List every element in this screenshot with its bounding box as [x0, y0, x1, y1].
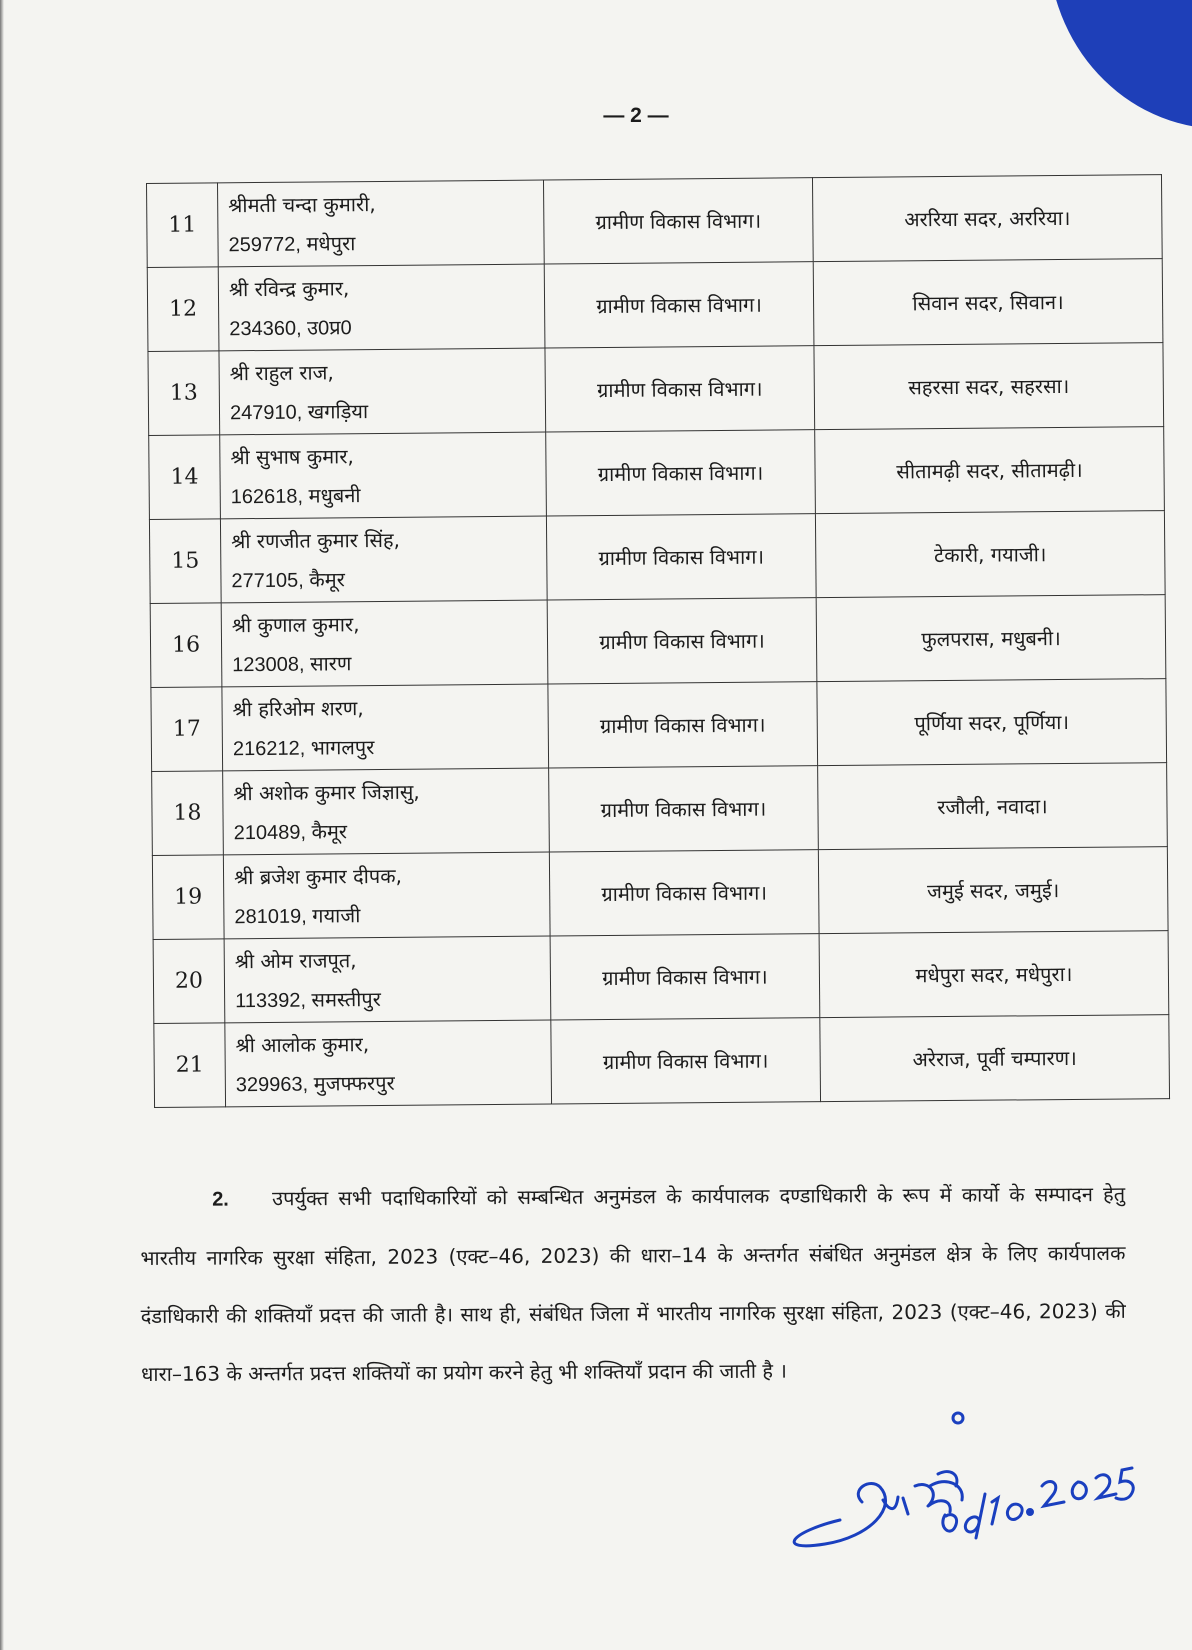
officer-cell [218, 180, 545, 267]
table-row [152, 847, 1168, 940]
table-row [153, 931, 1169, 1024]
serial-number-cell: 17 [151, 687, 223, 772]
table-body [147, 175, 1170, 1108]
officer-cell [220, 516, 547, 603]
officer-cell [220, 432, 547, 519]
officer-id-home: 216212, भागलपुर [232, 736, 375, 760]
posting-cell: रजौली, नवादा। [818, 763, 1168, 850]
department-cell: ग्रामीण विकास विभाग। [546, 430, 816, 516]
table-row [147, 175, 1163, 268]
officer-name: श्री रणजीत कुमार सिंह, [231, 527, 401, 553]
officer-name: श्री ब्रजेश कुमार दीपक, [233, 863, 402, 889]
serial-number-cell: 20 [153, 939, 225, 1024]
table-row [147, 259, 1163, 352]
officer-id-home: 113392, समस्तीपुर [235, 988, 381, 1012]
posting-cell: सिवान सदर, सिवान। [813, 259, 1163, 346]
serial-number-cell: 18 [152, 771, 224, 856]
officer-cell [222, 684, 549, 771]
posting-cell: अररिया सदर, अररिया। [812, 175, 1162, 262]
posting-cell: पूर्णिया सदर, पूर्णिया। [817, 679, 1167, 766]
officer-cell [225, 1020, 552, 1107]
officer-name: श्री ओम राजपूत, [234, 947, 357, 973]
page-number: — 2 — [603, 104, 669, 127]
table-row [149, 427, 1165, 520]
officer-id-home: 162618, मधुबनी [230, 484, 361, 508]
department-cell: ग्रामीण विकास विभाग। [545, 346, 815, 432]
posting-cell: मधेपुरा सदर, मधेपुरा। [819, 931, 1169, 1018]
paragraph-2 [140, 1165, 1126, 1403]
posting-cell: फुलपरास, मधुबनी। [816, 595, 1166, 682]
officer-id-home: 329963, मुजफ्फरपुर [235, 1072, 395, 1096]
serial-number-cell: 19 [152, 855, 224, 940]
department-cell: ग्रामीण विकास विभाग। [550, 934, 820, 1020]
table-row [151, 679, 1167, 772]
officer-id-home: 247910, खगड़िया [229, 400, 369, 424]
scan-left-edge [0, 0, 4, 1650]
officer-name: श्री हरिओम शरण, [232, 695, 364, 721]
serial-number-cell: 15 [149, 519, 221, 604]
department-cell: ग्रामीण विकास विभाग। [544, 262, 814, 348]
serial-number-cell: 12 [147, 267, 219, 352]
officer-id-home: 259772, मधेपुरा [228, 232, 356, 256]
officer-cell [223, 852, 550, 939]
handwritten-signature [780, 1402, 1140, 1552]
department-cell: ग्रामीण विकास विभाग। [551, 1018, 821, 1104]
officer-posting-table [146, 174, 1170, 1108]
paragraph-text: उपर्युक्त सभी पदाधिकारियों को सम्बन्धित अनुमंडल के कार्यपालक दण्डाधिकारी के रूप में कार्यो के सम्पादन हेतु भारतीय नागरिक सुरक्षा संहिता, 2023 (एक्ट–46, 2023) की धारा–14 के अन्तर्गत संबंधित अनुमंडल क्षेत्र के लिए कार्यपालक दंडाधिकारी की शक्तियाँ प्रदत्त की जाती है। साथ ही, संबंधित जिला में भारतीय नागरिक सुरक्षा संहिता, 2023 (एक्ट–46, 2023) की धारा–163 के अन्तर्गत प्रदत्त शक्तियों का प्रयोग करने हेतु भी शक्तियाँ प्रदान की जाती है । [140, 1181, 1126, 1386]
officer-name: श्रीमती चन्दा कुमारी, [228, 191, 376, 217]
officer-cell [219, 348, 546, 435]
table-row [148, 343, 1164, 436]
officer-cell [223, 768, 550, 855]
posting-cell: अरेराज, पूर्वी चम्पारण। [820, 1015, 1170, 1102]
officer-id-home: 210489, कैमूर [233, 820, 348, 844]
posting-cell: सीतामढ़ी सदर, सीतामढ़ी। [815, 427, 1165, 514]
department-cell: ग्रामीण विकास विभाग। [543, 178, 813, 264]
officer-id-home: 281019, गयाजी [234, 904, 361, 928]
officer-name: श्री आलोक कुमार, [235, 1031, 370, 1057]
department-cell: ग्रामीण विकास विभाग। [549, 766, 819, 852]
posting-cell: सहरसा सदर, सहरसा। [814, 343, 1164, 430]
officer-cell [224, 936, 551, 1023]
paragraph-number: 2. [212, 1188, 229, 1211]
posting-cell: जमुई सदर, जमुई। [818, 847, 1168, 934]
officer-name: श्री रविन्द्र कुमार, [228, 275, 350, 301]
scan-corner-artifact [1050, 0, 1192, 151]
table-row [152, 763, 1168, 856]
posting-cell: टेकारी, गयाजी। [815, 511, 1165, 598]
serial-number-cell: 16 [150, 603, 222, 688]
officer-name: श्री कुणाल कुमार, [231, 611, 360, 637]
officer-name: श्री अशोक कुमार जिज्ञासु, [233, 779, 420, 805]
department-cell: ग्रामीण विकास विभाग। [548, 682, 818, 768]
department-cell: ग्रामीण विकास विभाग। [549, 850, 819, 936]
officer-cell [218, 264, 545, 351]
officer-id-home: 277105, कैमूर [231, 568, 345, 592]
serial-number-cell: 14 [149, 435, 221, 520]
serial-number-cell: 13 [148, 351, 220, 436]
serial-number-cell: 21 [154, 1023, 226, 1108]
department-cell: ग्रामीण विकास विभाग। [546, 514, 816, 600]
table-row [149, 511, 1165, 604]
table-row [150, 595, 1166, 688]
table-row [154, 1015, 1170, 1108]
officer-name: श्री सुभाष कुमार, [230, 443, 354, 469]
officer-id-home: 234360, उ0प्र0 [229, 316, 352, 340]
officer-name: श्री राहुल राज, [229, 359, 334, 385]
department-cell: ग्रामीण विकास विभाग। [547, 598, 817, 684]
serial-number-cell: 11 [147, 183, 219, 268]
officer-id-home: 123008, सारण [232, 652, 352, 676]
officer-cell [221, 600, 548, 687]
